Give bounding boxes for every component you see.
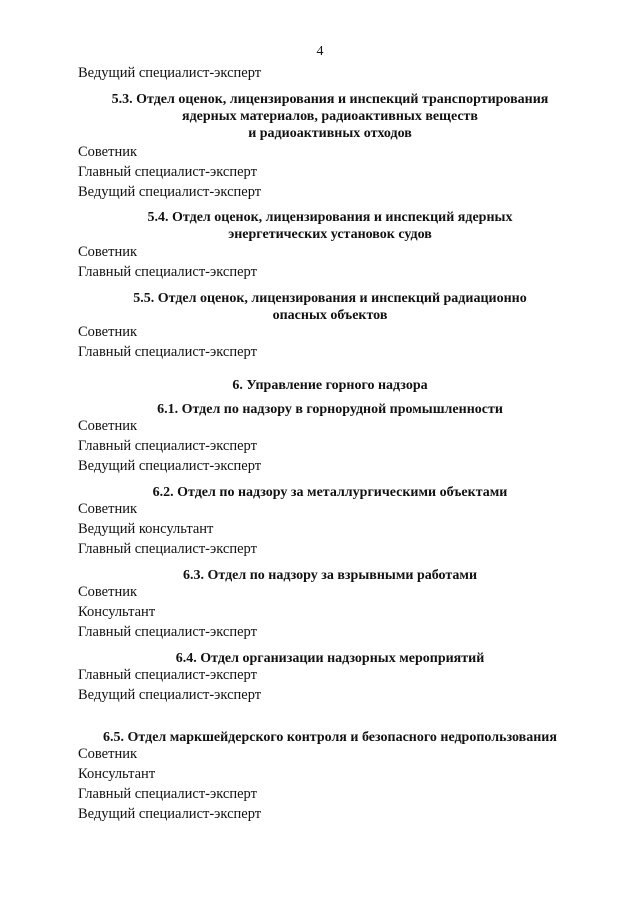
section-heading-line: 6.4. Отдел организации надзорных мероприятий <box>175 651 485 666</box>
position-item: Главный специалист-эксперт <box>78 624 257 640</box>
section-heading-line: и радиоактивных отходов <box>248 126 412 141</box>
section-heading-line: энергетических установок судов <box>228 227 432 242</box>
position-item: Ведущий специалист-эксперт <box>78 687 262 703</box>
position-item: Советник <box>78 418 138 434</box>
page-number: 4 <box>316 44 324 59</box>
section-heading-line: 6. Управление горного надзора <box>232 378 428 393</box>
section-heading-line: 6.1. Отдел по надзору в горнорудной промышленности <box>157 402 503 417</box>
position-item: Ведущий специалист-эксперт <box>78 184 262 200</box>
position-item: Консультант <box>78 766 156 782</box>
section-heading-6-4 <box>60 650 600 667</box>
section-heading-6-1 <box>60 401 600 418</box>
intro-position: Ведущий специалист-эксперт <box>78 65 262 81</box>
position-item: Главный специалист-эксперт <box>78 786 257 802</box>
position-item: Главный специалист-эксперт <box>78 541 257 557</box>
position-item: Советник <box>78 584 138 600</box>
section-heading-6-5 <box>60 729 600 746</box>
position-item: Ведущий консультант <box>78 521 214 537</box>
section-heading-5-4 <box>60 209 600 243</box>
section-heading-line: 5.3. Отдел оценок, лицензирования и инспекций транспортирования <box>111 92 549 107</box>
section-heading-6-2 <box>60 484 600 501</box>
section-heading-6-3 <box>60 567 600 584</box>
position-item: Главный специалист-эксперт <box>78 438 257 454</box>
position-item: Главный специалист-эксперт <box>78 344 257 360</box>
position-item: Советник <box>78 746 138 762</box>
section-heading-line: опасных объектов <box>272 308 388 323</box>
section-heading-line: ядерных материалов, радиоактивных веществ <box>182 109 478 124</box>
position-item: Советник <box>78 244 138 260</box>
position-item: Советник <box>78 144 138 160</box>
position-item: Главный специалист-эксперт <box>78 667 257 683</box>
position-item: Главный специалист-эксперт <box>78 164 257 180</box>
section-heading-6 <box>60 377 600 394</box>
section-heading-5-5 <box>60 290 600 324</box>
position-item: Ведущий специалист-эксперт <box>78 458 262 474</box>
section-heading-line: 6.2. Отдел по надзору за металлургическими объектами <box>152 485 508 500</box>
section-heading-line: 5.5. Отдел оценок, лицензирования и инспекций радиационно <box>133 291 527 306</box>
section-heading-5-3 <box>60 91 600 142</box>
section-heading-line: 6.3. Отдел по надзору за взрывными работами <box>182 568 478 583</box>
position-item: Ведущий специалист-эксперт <box>78 806 262 822</box>
position-item: Консультант <box>78 604 156 620</box>
position-item: Советник <box>78 324 138 340</box>
position-item: Главный специалист-эксперт <box>78 264 257 280</box>
section-heading-line: 5.4. Отдел оценок, лицензирования и инспекций ядерных <box>147 210 513 225</box>
section-heading-line: 6.5. Отдел маркшейдерского контроля и безопасного недропользования <box>103 730 557 745</box>
position-item: Советник <box>78 501 138 517</box>
